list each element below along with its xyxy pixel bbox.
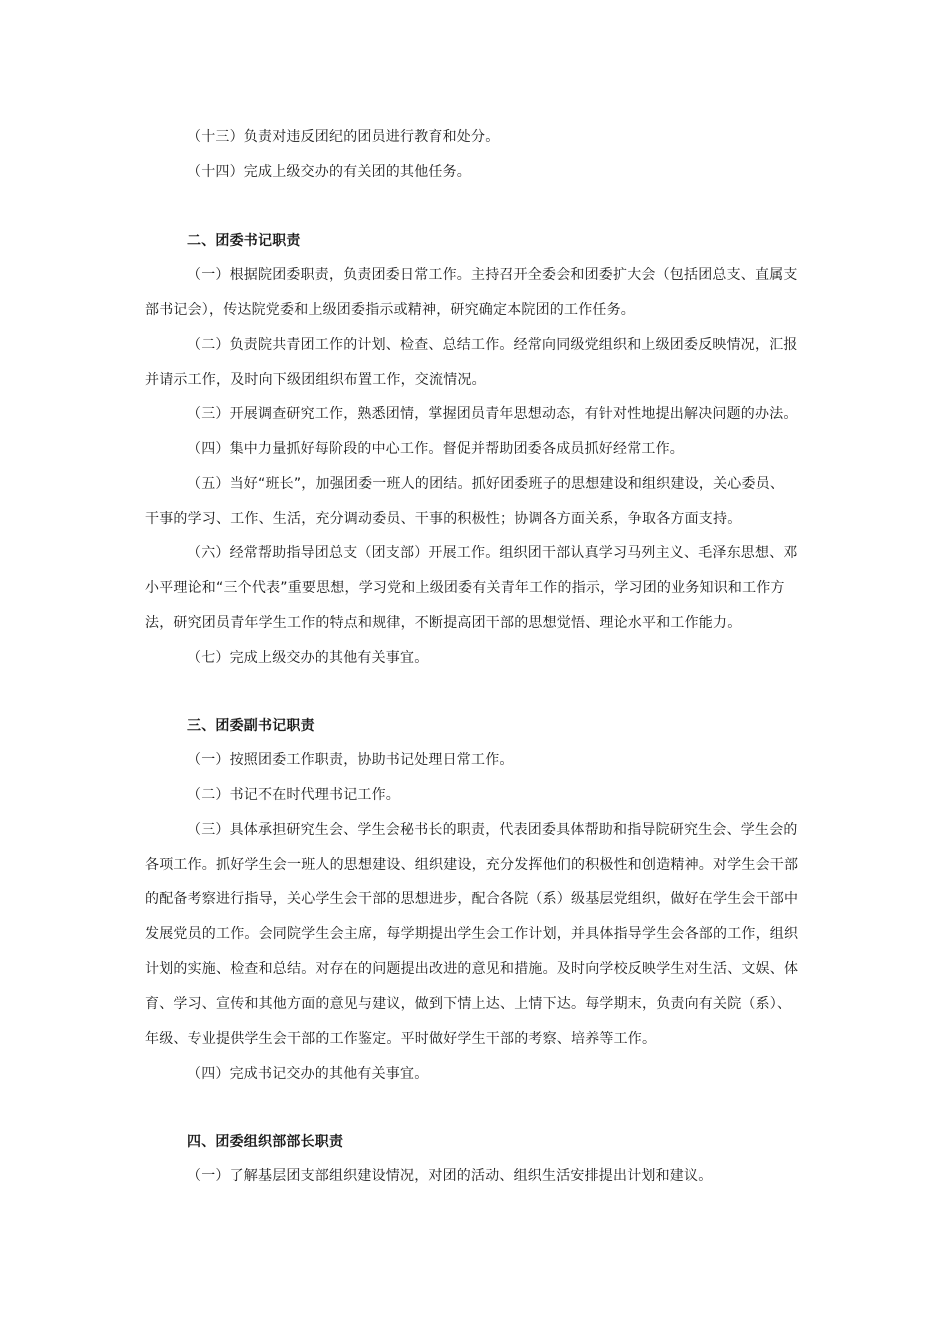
paragraph-line: （二）书记不在时代理书记工作。 (187, 787, 400, 803)
paragraph-line: （一）按照团委工作职责，协助书记处理日常工作。 (187, 752, 514, 768)
paragraph-line: （三）开展调查研究工作，熟悉团情，掌握团员青年思想动态，有针对性地提出解决问题的办法。 (187, 406, 798, 422)
paragraph-line: 的配备考察进行指导，关心学生会干部的思想进步，配合各院（系）级基层党组织，做好在学生会干部中 (145, 891, 799, 907)
paragraph-line: 年级、专业提供学生会干部的工作鉴定。平时做好学生干部的考察、培养等工作。 (145, 1031, 657, 1047)
paragraph-line: 各项工作。抓好学生会一班人的思想建设、组织建设，充分发挥他们的积极性和创造精神。对学生会干部 (145, 857, 799, 873)
section-heading: 四、团委组织部部长职责 (187, 1134, 344, 1150)
paragraph-line: （四）完成书记交办的其他有关事宜。 (187, 1066, 429, 1082)
paragraph-line: （一）了解基层团支部组织建设情况，对团的活动、组织生活安排提出计划和建议。 (187, 1168, 713, 1184)
list-item: （十三）负责对违反团纪的团员进行教育和处分。 (187, 129, 500, 145)
list-item: （十四）完成上级交办的有关团的其他任务。 (187, 164, 471, 180)
paragraph-line: 小平理论和“三个代表”重要思想，学习党和上级团委有关青年工作的指示，学习团的业务知识和工作方 (145, 580, 785, 596)
paragraph-line: （二）负责院共青团工作的计划、检查、总结工作。经常向同级党组织和上级团委反映情况，汇报 (187, 337, 798, 353)
paragraph-line: （六）经常帮助指导团总支（团支部）开展工作。组织团干部认真学习马列主义、毛泽东思想、邓 (187, 545, 798, 561)
paragraph-line: 并请示工作，及时向下级团组织布置工作，交流情况。 (145, 372, 486, 388)
paragraph-line: 干事的学习、工作、生活，充分调动委员、干事的积极性；协调各方面关系，争取各方面支持。 (145, 511, 742, 527)
section-heading: 三、团委副书记职责 (187, 718, 315, 734)
paragraph-line: （五）当好“班长”，加强团委一班人的团结。抓好团委班子的思想建设和组织建设，关心委员、 (187, 476, 785, 492)
section-heading: 二、团委书记职责 (187, 233, 301, 249)
paragraph-line: 育、学习、宣传和其他方面的意见与建议，做到下情上达、上情下达。每学期末，负责向有关院（系）、 (145, 996, 792, 1012)
paragraph-line: （四）集中力量抓好每阶段的中心工作。督促并帮助团委各成员抓好经常工作。 (187, 441, 684, 457)
paragraph-line: （一）根据院团委职责，负责团委日常工作。主持召开全委会和团委扩大会（包括团总支、直属支 (187, 267, 798, 283)
paragraph-line: 法，研究团员青年学生工作的特点和规律，不断提高团干部的思想觉悟、理论水平和工作能力。 (145, 615, 742, 631)
paragraph-line: 发展党员的工作。会同院学生会主席，每学期提出学生会工作计划，并具体指导学生会各部的工作，组织 (145, 926, 799, 942)
paragraph-line: （三）具体承担研究生会、学生会秘书长的职责，代表团委具体帮助和指导院研究生会、学生会的 (187, 822, 798, 838)
paragraph-line: （七）完成上级交办的其他有关事宜。 (187, 650, 429, 666)
paragraph-line: 计划的实施、检查和总结。对存在的问题提出改进的意见和措施。及时向学校反映学生对生活、文娱、体 (145, 961, 799, 977)
paragraph-line: 部书记会），传达院党委和上级团委指示或精神，研究确定本院团的工作任务。 (145, 302, 635, 318)
